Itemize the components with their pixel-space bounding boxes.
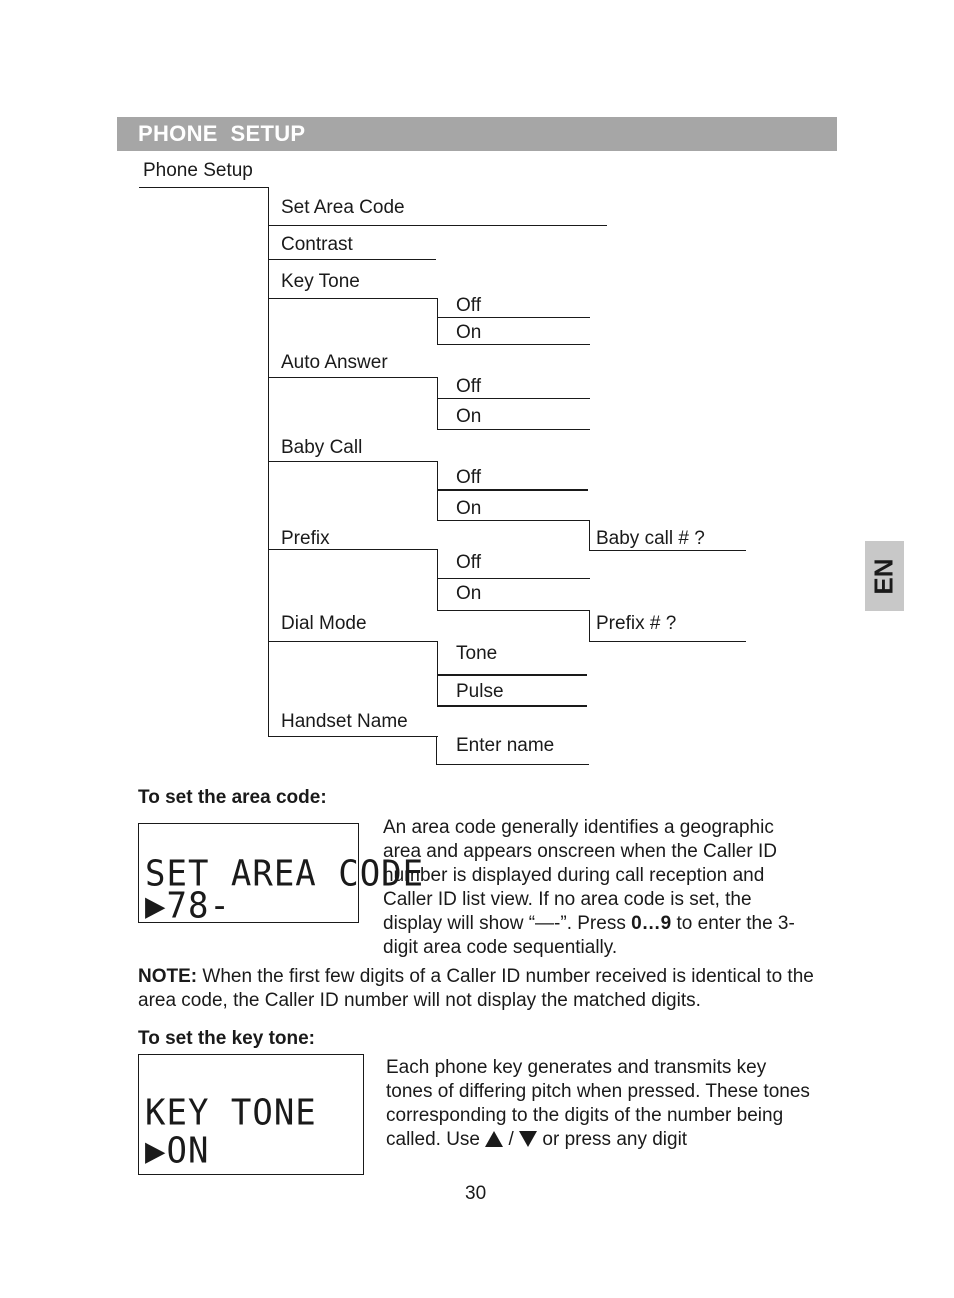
tree-suboption-prefix-number: Prefix # ? bbox=[596, 613, 677, 634]
tree-line bbox=[268, 736, 438, 737]
lcd-line-1: SET AREA CODE bbox=[145, 852, 425, 895]
tree-option-off: Off bbox=[456, 467, 481, 488]
tree-line bbox=[589, 550, 746, 551]
tree-option-off: Off bbox=[456, 552, 481, 573]
down-triangle-icon bbox=[519, 1131, 537, 1147]
tree-option-off: Off bbox=[456, 376, 481, 397]
tree-line bbox=[437, 429, 590, 430]
tree-item-auto-answer: Auto Answer bbox=[281, 352, 388, 373]
tree-line bbox=[268, 225, 607, 226]
tree-branch bbox=[437, 549, 438, 610]
key-tone-heading: To set the key tone: bbox=[138, 1028, 316, 1049]
page-number: 30 bbox=[465, 1183, 487, 1204]
tree-root-line bbox=[139, 187, 268, 188]
area-code-desc-text-end: to enter the 3-digit area code sequentially. bbox=[383, 913, 795, 958]
tree-item-dial-mode: Dial Mode bbox=[281, 613, 367, 634]
tree-line bbox=[268, 377, 438, 378]
tree-item-contrast: Contrast bbox=[281, 234, 353, 255]
tree-item-baby-call: Baby Call bbox=[281, 437, 363, 458]
language-tab-label-wrap bbox=[865, 541, 904, 611]
up-triangle-icon bbox=[485, 1131, 503, 1147]
area-code-description bbox=[383, 816, 813, 960]
tree-option-tone: Tone bbox=[456, 643, 498, 664]
language-tab-label: EN bbox=[869, 557, 899, 595]
tree-option-on: On bbox=[456, 583, 482, 604]
lcd-key-tone bbox=[138, 1054, 364, 1175]
tree-line bbox=[589, 641, 746, 642]
tree-line bbox=[437, 398, 590, 399]
tree-branch bbox=[437, 377, 438, 429]
tree-option-enter-name: Enter name bbox=[456, 735, 555, 756]
key-tone-desc-text: Each phone key generates and transmits key tones of differing pitch when pressed. These tones corresponding to the digits of the number being called. Use bbox=[386, 1057, 810, 1150]
tree-branch bbox=[589, 520, 590, 550]
tree-branch bbox=[437, 298, 438, 344]
icon-separator: / bbox=[503, 1129, 520, 1150]
note-paragraph bbox=[138, 965, 814, 1013]
lcd-line-2: ▶78- bbox=[145, 884, 231, 927]
lcd-line-1: KEY TONE bbox=[145, 1091, 317, 1134]
area-code-heading: To set the area code: bbox=[138, 787, 327, 808]
tree-suboption-baby-call-number: Baby call # ? bbox=[596, 528, 705, 549]
section-title: PHONE SETUP bbox=[138, 121, 306, 146]
tree-item-key-tone: Key Tone bbox=[281, 271, 360, 292]
tree-item-prefix: Prefix bbox=[281, 528, 330, 549]
tree-line bbox=[268, 461, 438, 462]
digit-keys-label: 0…9 bbox=[631, 913, 672, 934]
tree-item-handset-name: Handset Name bbox=[281, 711, 408, 732]
tree-line bbox=[437, 317, 590, 318]
tree-branch bbox=[436, 736, 437, 765]
tree-option-pulse: Pulse bbox=[456, 681, 504, 702]
tree-option-off: Off bbox=[456, 295, 481, 316]
area-code-desc-text: An area code generally identifies a geographic area and appears onscreen when the Caller ID number is displayed during call reception and Caller ID list view. If no area code is set, the display will show “—-”. Press bbox=[383, 817, 777, 934]
tree-line bbox=[437, 705, 587, 707]
tree-line bbox=[437, 489, 588, 491]
lcd-line-2: ▶ON bbox=[145, 1129, 210, 1172]
lcd-area-code bbox=[138, 823, 425, 927]
note-label: NOTE: bbox=[138, 966, 198, 987]
tree-branch bbox=[589, 610, 590, 641]
tree-option-on: On bbox=[456, 322, 482, 343]
key-tone-description bbox=[386, 1056, 816, 1152]
tree-line bbox=[437, 520, 590, 521]
note-text: When the first few digits of a Caller ID number received is identical to the area code, the Caller ID number will not display the matched digits. bbox=[138, 966, 814, 1011]
tree-line bbox=[437, 610, 590, 611]
tree-line bbox=[436, 764, 589, 765]
tree-line bbox=[437, 674, 587, 676]
tree-option-on: On bbox=[456, 406, 482, 427]
tree-line bbox=[437, 578, 590, 579]
tree-line bbox=[268, 298, 438, 299]
tree-line bbox=[437, 344, 590, 345]
tree-line bbox=[268, 259, 436, 260]
tree-option-on: On bbox=[456, 498, 482, 519]
tree-main-trunk bbox=[268, 187, 269, 737]
tree-line bbox=[268, 549, 438, 550]
tree-line bbox=[268, 641, 438, 642]
key-tone-desc-text-end: or press any digit bbox=[537, 1129, 688, 1150]
tree-item-set-area-code: Set Area Code bbox=[281, 197, 405, 218]
tree-root-label: Phone Setup bbox=[143, 160, 253, 181]
